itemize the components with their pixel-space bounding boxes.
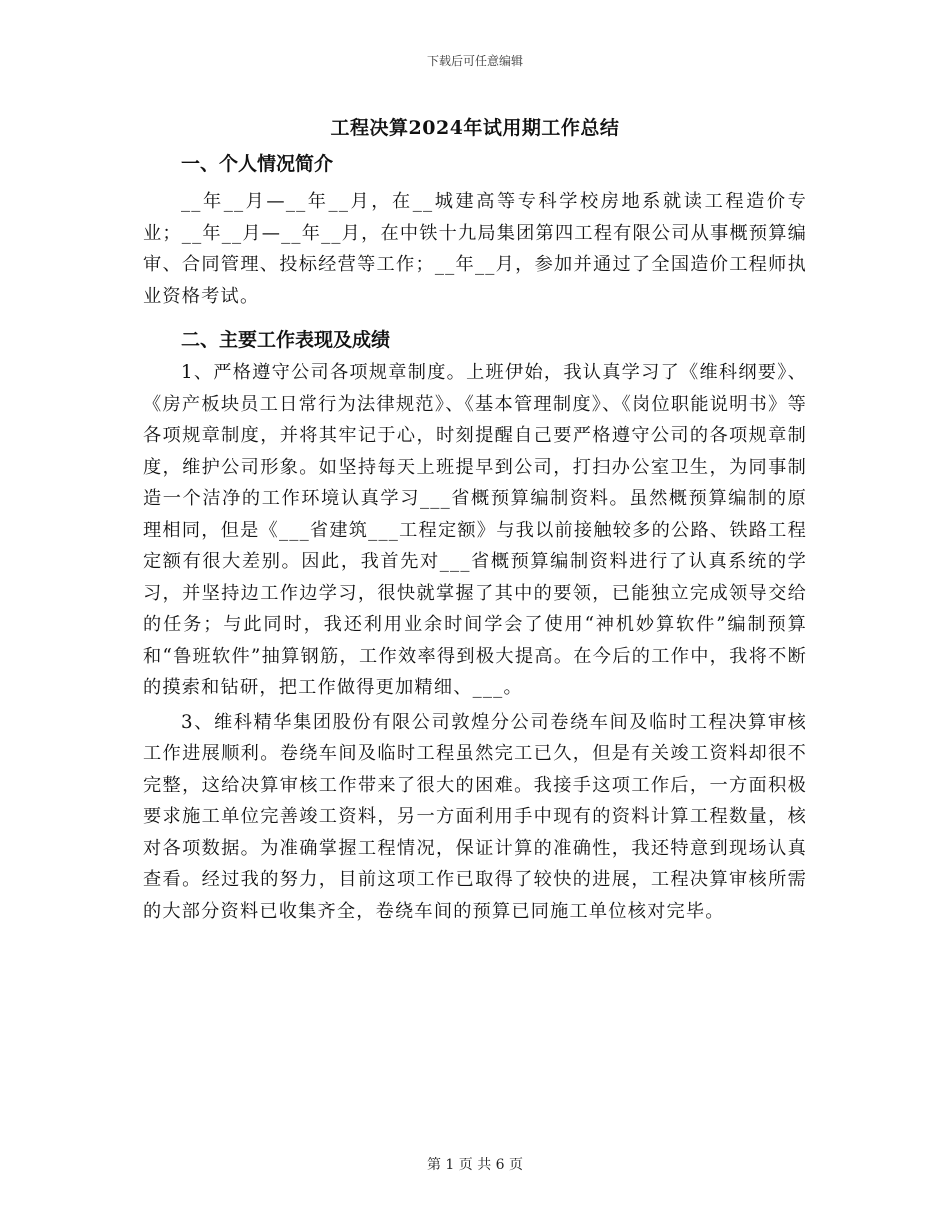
document-body xyxy=(143,148,807,927)
section-heading-main-work: 二、主要工作表现及成绩 xyxy=(181,329,391,351)
document-title: 工程决算2024年试用期工作总结 xyxy=(330,117,620,139)
section-heading-personal-profile: 一、个人情况简介 xyxy=(181,153,334,175)
page-header-note: 下载后可任意编辑 xyxy=(426,54,523,68)
page-number-footer: 第 1 页 共 6 页 xyxy=(426,1157,524,1173)
paragraph-final-accounts-review: 3、维科精华集团股份有限公司敦煌分公司卷绕车间及临时工程决算审核工作进展顺利。卷绕车间及临时工程虽然完工已久，但是有关竣工资料却很不完整，这给决算审核工作带来了很大的困难。我接手这项工作后，一方面积极要求施工单位完善竣工资料，另一方面利用手中现有的资料计算工程数量，核对各项数据。为准确掌握工程情况，保证计算的准确性，我还特意到现场认真查看。经过我的努力，目前这项工作已取得了较快的进展，工程决算审核所需的大部分资料已收集齐全，卷绕车间的预算已同施工单位核对完毕。 xyxy=(143,711,807,922)
paragraph-regulations: 1、严格遵守公司各项规章制度。上班伊始，我认真学习了《维科纲要》、《房产板块员工日常行为法律规范》、《基本管理制度》、《岗位职能说明书》等各项规章制度，并将其牢记于心，时刻提醒自己要严格遵守公司的各项规章制度，维护公司形象。如坚持每天上班提早到公司，打扫办公室卫生，为同事制造一个洁净的工作环境认真学习___省概预算编制资料。虽然概预算编制的原理相同，但是《___省建筑___工程定额》与我以前接触较多的公路、铁路工程定额有很大差别。因此，我首先对___省概预算编制资料进行了认真系统的学习，并坚持边工作边学习，很快就掌握了其中的要领，已能独立完成领导交给的任务；与此同时，我还利用业余时间学会了使用“神机妙算软件”编制预算和“鲁班软件”抽算钢筋，工作效率得到极大提高。在今后的工作中，我将不断的摸索和钻研，把工作做得更加精细、___。 xyxy=(143,362,807,698)
paragraph-personal-profile: __年__月—__年__月，在__城建高等专科学校房地系就读工程造价专业；__年__月—__年__月，在中铁十九局集团第四工程有限公司从事概预算编审、合同管理、投标经营等工作；__年__月，参加并通过了全国造价工程师执业资格考试。 xyxy=(143,191,807,307)
